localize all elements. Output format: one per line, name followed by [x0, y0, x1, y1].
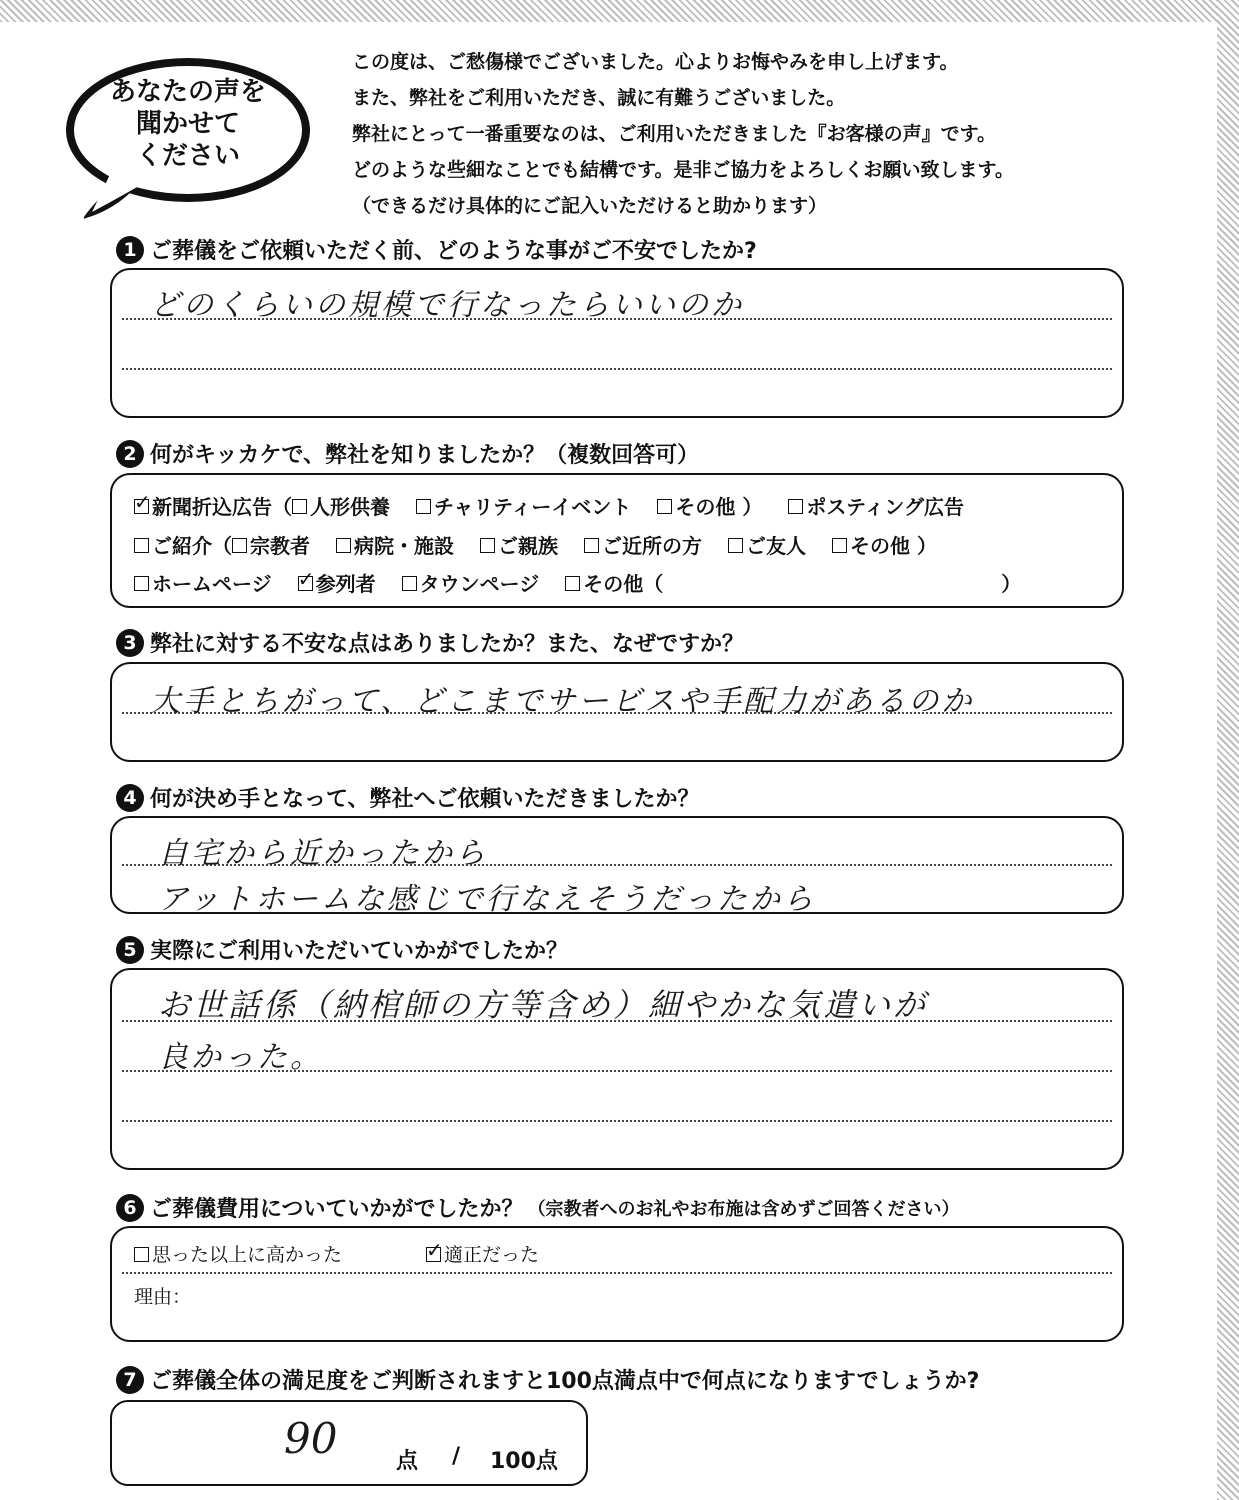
option-label: タウンページ	[419, 572, 540, 596]
handwritten-score: 90	[284, 1414, 338, 1463]
question-number-badge: 7	[116, 1366, 144, 1394]
question-text: ご葬儀をご依頼いただく前、どのような事がご不安でしたか?	[150, 239, 757, 264]
checkbox-doll-memorial[interactable]	[292, 499, 307, 514]
option-label: ポスティング広告	[806, 495, 964, 519]
checkbox-relative[interactable]	[480, 538, 495, 553]
option-label: チャリティーイベント	[434, 495, 632, 519]
question-5-title	[116, 934, 568, 965]
option-label: ホームページ	[152, 572, 272, 596]
question-note: （宗教者へのお礼やお布施は含めずご回答ください）	[527, 1198, 960, 1220]
intro-line: また、弊社をご利用いただき、誠に有難うございました。	[352, 87, 846, 109]
handwritten-answer: 自宅から近かったから	[158, 836, 488, 871]
checkbox-friend[interactable]	[728, 538, 743, 553]
checkbox-posting[interactable]	[788, 499, 803, 514]
option-label: 適正だった	[444, 1244, 540, 1266]
score-box[interactable]	[110, 1400, 588, 1486]
options-row-3	[134, 568, 1021, 597]
option-label: 思った以上に高かった	[152, 1244, 343, 1266]
bubble-line: あなたの声を	[109, 77, 266, 107]
question-text: 実際にご利用いただいていかがでしたか？	[150, 939, 569, 964]
question-text: 何が決め手となって、弊社へご依頼いただきましたか？	[150, 787, 700, 812]
option-label: 人形供養	[310, 495, 390, 519]
question-2-title	[116, 438, 699, 469]
question-number-badge: 1	[116, 236, 144, 264]
writing-line	[122, 1120, 1112, 1122]
question-text: 弊社に対する不安な点はありましたか？また、なぜですか？	[150, 632, 745, 657]
checkbox-newspaper[interactable]	[134, 499, 149, 514]
option-label: その他 ）	[850, 534, 937, 558]
bubble-line: ください	[135, 141, 240, 171]
question-text: 何がキッカケで、弊社を知りましたか？（複数回答可）	[150, 443, 700, 468]
question-4-title	[116, 782, 700, 813]
option-label: 病院・施設	[354, 534, 454, 558]
checkbox-too-expensive[interactable]	[134, 1247, 149, 1262]
option-label: ご紹介（	[152, 534, 232, 558]
bubble-line: 聞かせて	[135, 109, 240, 139]
intro-line: （できるだけ具体的にご記入いただけると助かります）	[352, 195, 828, 217]
question-number-badge: 4	[116, 784, 144, 812]
handwritten-answer: 大手とちがって、どこまでサービスや手配力があるのか	[150, 684, 975, 719]
question-6-title	[116, 1192, 960, 1223]
reason-label: 理由：	[134, 1286, 192, 1308]
checkbox-attendee[interactable]	[298, 576, 313, 591]
question-number-badge: 3	[116, 629, 144, 657]
checkbox-charity-event[interactable]	[416, 499, 431, 514]
checkbox-referral[interactable]	[134, 538, 149, 553]
option-label: 参列者	[315, 572, 376, 596]
question-number-badge: 5	[116, 936, 144, 964]
score-max: 100点	[490, 1449, 558, 1474]
checkbox-religious[interactable]	[232, 538, 247, 553]
option-label: ご近所の方	[602, 534, 702, 558]
question-4-answer-box[interactable]	[110, 816, 1124, 917]
speech-bubble	[58, 50, 318, 230]
question-2-options-box	[110, 473, 1124, 608]
writing-line	[122, 368, 1112, 370]
checkbox-other-3[interactable]	[565, 576, 580, 591]
checkbox-other-2[interactable]	[832, 538, 847, 553]
checkbox-hospital[interactable]	[336, 538, 351, 553]
option-label: その他（	[583, 572, 664, 596]
score-unit: 点	[396, 1449, 419, 1474]
option-label: ）	[1001, 572, 1022, 596]
options-row-2	[134, 530, 937, 559]
intro-line: どのような些細なことでも結構です。是非ご協力をよろしくお願い致します。	[352, 159, 1014, 181]
question-3-answer-box[interactable]	[110, 662, 1124, 762]
intro-line: 弊社にとって一番重要なのは、ご利用いただきました『お客様の声』です。	[352, 123, 997, 145]
question-3-title	[116, 627, 744, 658]
handwritten-answer: どのくらいの規模で行なったらいいのか	[150, 288, 744, 323]
option-label: ご親族	[498, 534, 558, 558]
handwritten-answer: お世話係（納棺師の方等含め）細やかな気遣いが	[158, 986, 929, 1024]
options-row-1	[134, 491, 964, 520]
option-label: 宗教者	[250, 534, 310, 558]
checkbox-appropriate[interactable]	[426, 1247, 441, 1262]
cost-options-row	[134, 1240, 539, 1267]
checkbox-other-1[interactable]	[657, 499, 672, 514]
checkbox-townpage[interactable]	[402, 576, 417, 591]
question-5-answer-box[interactable]	[110, 968, 1124, 1170]
question-text: ご葬儀全体の満足度をご判断されますと100点満点中で何点になりますでしょうか?	[150, 1369, 980, 1394]
bubble-text	[90, 76, 286, 172]
writing-line	[122, 1272, 1112, 1274]
score-slash: /	[452, 1444, 461, 1469]
option-label: その他 ）	[675, 495, 763, 519]
question-number-badge: 2	[116, 440, 144, 468]
handwritten-answer: アットホームな感じで行なえそうだったから	[158, 882, 816, 917]
intro-line: この度は、ご愁傷様でございました。心よりお悔やみを申し上げます。	[352, 51, 959, 73]
question-number-badge: 6	[116, 1194, 144, 1222]
checkbox-homepage[interactable]	[134, 576, 149, 591]
option-label: ご友人	[746, 534, 806, 558]
checkbox-neighbor[interactable]	[584, 538, 599, 553]
option-label: 新聞折込広告（	[152, 495, 292, 519]
question-text: ご葬儀費用についていかがでしたか？	[150, 1197, 524, 1222]
question-7-title	[116, 1364, 979, 1395]
handwritten-answer: 良かった。	[158, 1040, 323, 1075]
question-1-answer-box[interactable]	[110, 268, 1124, 418]
intro-text	[352, 44, 1172, 224]
question-6-answer-box	[110, 1226, 1124, 1342]
question-1-title	[116, 234, 757, 265]
